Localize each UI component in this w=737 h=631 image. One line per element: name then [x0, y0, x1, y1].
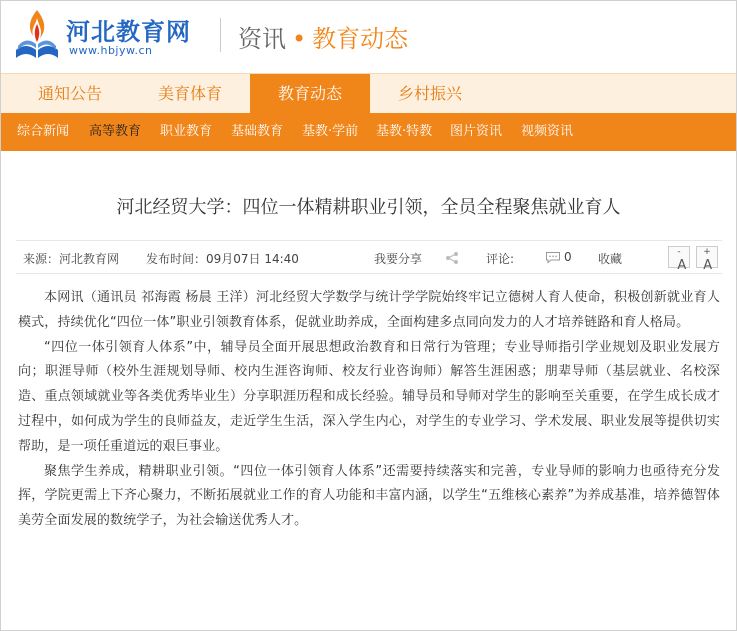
site-logo[interactable] [12, 6, 202, 64]
article-meta-bar [16, 240, 722, 274]
subnav-item-special-education[interactable]: 基教·特教 [376, 124, 433, 139]
font-increase-sign: + [703, 247, 711, 257]
nav-item-rural-revitalization[interactable]: 乡村振兴 [397, 84, 462, 103]
subnav-item-vocational-education[interactable]: 职业教育 [160, 124, 213, 139]
font-decrease-sign: - [677, 247, 681, 257]
subnav-item-basic-education[interactable]: 基础教育 [231, 124, 284, 139]
article-title: 河北经贸大学：四位一体精耕职业引领，全员全程聚焦就业育人 [116, 197, 621, 218]
secondary-nav [0, 113, 737, 151]
subnav-item-photo-news[interactable]: 图片资讯 [450, 124, 503, 139]
article-paragraph: 本网讯（通讯员 祁海霞 杨晨 王洋）河北经贸大学数学与统计学学院始终牢记立德树人育人使命，积极创新就业育人模式，持续优化“四位一体”职业引领教育体系，促就业助养成，全面构建多点同向发力的人才培养链路和育人格局。 [18, 290, 720, 330]
font-decrease-button[interactable] [668, 246, 690, 273]
font-decrease-letter: A [677, 258, 687, 273]
section-title-main[interactable]: 资讯 [238, 25, 286, 53]
article-body [18, 286, 720, 534]
section-title [238, 19, 408, 54]
site-header [0, 0, 737, 72]
section-title-dot: • [292, 25, 307, 53]
logo-name: 河北教育网 [66, 18, 191, 46]
article-paragraph: 聚焦学生养成，精耕职业引领。“四位一体引领育人体系”还需要持续落实和完善，专业导师的影响力也亟待充分发挥，学院更需上下齐心聚力，不断拓展就业工作的育人功能和丰富内涵，以学生“五维核心素养”为养成基准，培养德智体美劳全面发展的数统学子，为社会输送优秀人才。 [18, 463, 720, 529]
comment-count: 0 [564, 250, 572, 264]
logo-url: www.hbjyw.cn [69, 44, 153, 57]
font-increase-letter: A [703, 258, 713, 273]
font-increase-button[interactable] [696, 246, 718, 273]
article-publish-time: 发布时间：09月07日 14:40 [146, 252, 299, 266]
header-divider [220, 18, 221, 52]
share-button[interactable]: 我要分享 [374, 252, 423, 266]
nav-item-notices[interactable]: 通知公告 [37, 84, 102, 103]
subnav-item-preschool[interactable]: 基教·学前 [302, 124, 359, 139]
section-title-sub[interactable]: 教育动态 [312, 25, 409, 53]
nav-item-education-news[interactable]: 教育动态 [250, 74, 370, 114]
subnav-item-higher-education[interactable]: 高等教育 [89, 124, 142, 139]
comment-icon[interactable] [545, 251, 561, 264]
subnav-item-general-news[interactable]: 综合新闻 [17, 124, 70, 139]
subnav-item-video-news[interactable]: 视频资讯 [521, 124, 574, 139]
favorite-button[interactable]: 收藏 [598, 252, 623, 266]
nav-item-arts-sports[interactable]: 美育体育 [157, 84, 222, 103]
logo-mark-icon [12, 6, 62, 62]
share-icon[interactable] [445, 251, 459, 265]
comment-label: 评论: [486, 252, 515, 266]
article-paragraph: “四位一体引领育人体系”中，辅导员全面开展思想政治教育和日常行为管理；专业导师指引学业规划及职业发展方向；职涯导师（校外生涯规划导师、校内生涯咨询师、校友行业咨询师）解答生涯困惑；朋辈导师（基层就业、名校深造、重点领域就业等各类优秀毕业生）分享职涯历程和成长经验。辅导员和导师对学生的影响至关重要，在学生成长成才过程中，如何成为学生的良师益友，走近学生生活，深入学生内心，对学生的专业学习、学术发展、职业发展等提供切实帮助，是一项任重道远的艰巨事业。 [18, 339, 720, 454]
primary-nav [0, 73, 737, 113]
article-source: 来源：河北教育网 [23, 252, 120, 266]
